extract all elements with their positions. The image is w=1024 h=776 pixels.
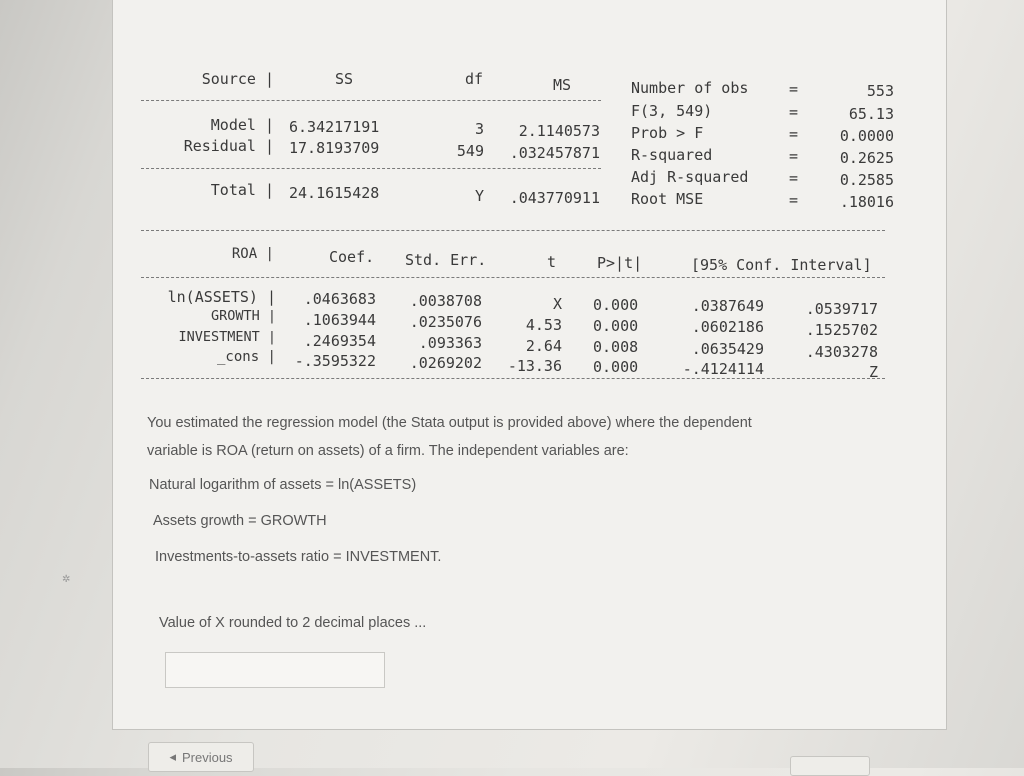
question-panel [112, 0, 947, 730]
coef-row-coef: .2469354 [303, 332, 376, 350]
coef-row-ci-lo: .0635429 [691, 340, 764, 358]
divider [141, 277, 885, 278]
coef-row-var: GROWTH | [210, 308, 276, 324]
coef-row-p: 0.000 [593, 317, 639, 335]
anova-header-ss: SS [335, 70, 354, 88]
stat-eq: = [789, 169, 799, 187]
stat-eq: = [789, 80, 799, 98]
stat-value-r2: 0.2625 [839, 149, 894, 167]
anova-row-total-source: Total | [210, 181, 274, 199]
stat-eq: = [789, 125, 799, 143]
anova-row-residual-ss: 17.8193709 [289, 139, 380, 157]
stat-label-adjr2: Adj R-squared [631, 168, 749, 186]
coef-row-var: INVESTMENT | [178, 329, 276, 345]
anova-row-model-ms: 2.1140573 [518, 122, 600, 140]
chevron-left-icon: ◂ [169, 749, 176, 764]
coef-row-se: .0269202 [409, 354, 482, 372]
stat-eq: = [789, 191, 799, 209]
coef-header-se: Std. Err. [405, 251, 487, 269]
question-paragraph-line2: variable is ROA (return on assets) of a firm. The independent variables are: [147, 443, 629, 459]
variable-definition-investment: Investments-to-assets ratio = INVESTMENT. [155, 549, 442, 565]
coef-header-t: t [547, 253, 557, 271]
answer-input[interactable] [165, 652, 385, 688]
coef-row-t: 2.64 [525, 337, 562, 355]
variable-definition-growth: Assets growth = GROWTH [153, 513, 327, 529]
stat-label-nobs: Number of obs [631, 79, 749, 97]
coef-row-ci-lo: -.4124114 [682, 360, 764, 378]
coef-header-p: P>|t| [597, 254, 643, 272]
coef-row-ci-lo: .0387649 [691, 297, 764, 315]
coef-row-ci-hi: .0539717 [805, 300, 878, 318]
coef-row-var: ln(ASSETS) | [167, 288, 276, 306]
stat-value-adjr2: 0.2585 [839, 171, 894, 189]
divider [141, 100, 601, 101]
stat-eq: = [789, 147, 799, 165]
stata-output [113, 0, 946, 400]
coef-row-se: .093363 [418, 334, 482, 352]
coef-row-coef: .1063944 [303, 311, 376, 329]
anova-row-total-df: Y [474, 187, 484, 205]
anova-row-residual-ms: .032457871 [509, 144, 600, 162]
coef-header-var: ROA | [231, 246, 274, 262]
coef-row-p: 0.000 [593, 358, 639, 376]
coef-row-ci-hi: .1525702 [805, 321, 878, 339]
stat-label-probf: Prob > F [631, 124, 704, 142]
stat-value-nobs: 553 [866, 82, 894, 100]
stat-label-f: F(3, 549) [631, 102, 713, 120]
stat-label-rmse: Root MSE [631, 190, 704, 208]
coef-row-p: 0.000 [593, 296, 639, 314]
stat-label-r2: R-squared [631, 146, 713, 164]
anova-row-total-ms: .043770911 [509, 189, 600, 207]
coef-row-t: 4.53 [525, 316, 562, 334]
gear-icon: ✲ [62, 574, 71, 585]
coef-row-coef: .0463683 [303, 290, 376, 308]
coef-row-se: .0038708 [409, 292, 482, 310]
anova-header-df: df [465, 70, 484, 88]
coef-row-t: -13.36 [507, 357, 562, 375]
coef-header-coef: Coef. [329, 248, 375, 266]
divider [141, 230, 885, 231]
stat-value-rmse: .18016 [839, 193, 894, 211]
coef-row-coef: -.3595322 [294, 352, 376, 370]
divider [141, 168, 601, 169]
next-button[interactable] [790, 756, 870, 776]
anova-row-model-ss: 6.34217191 [289, 118, 380, 136]
question-paragraph-line1: You estimated the regression model (the Stata output is provided above) where the dependent [147, 415, 752, 431]
stat-value-f: 65.13 [848, 105, 894, 123]
coef-row-ci-lo: .0602186 [691, 318, 764, 336]
anova-row-residual-df: 549 [456, 142, 484, 160]
anova-row-model-source: Model | [210, 116, 274, 134]
coef-header-ci: [95% Conf. Interval] [691, 256, 872, 274]
anova-row-model-df: 3 [474, 120, 484, 138]
variable-definition-assets: Natural logarithm of assets = ln(ASSETS) [149, 477, 417, 493]
anova-header-source: Source | [201, 70, 274, 88]
coef-row-se: .0235076 [409, 313, 482, 331]
coef-row-ci-hi: .4303278 [805, 343, 878, 361]
divider [141, 378, 885, 379]
coef-row-p: 0.008 [593, 338, 639, 356]
stat-value-probf: 0.0000 [839, 127, 894, 145]
coef-row-var: _cons | [216, 349, 276, 365]
answer-prompt: Value of X rounded to 2 decimal places ... [159, 615, 427, 631]
anova-header-ms: MS [553, 76, 572, 94]
stat-eq: = [789, 103, 799, 121]
previous-button-label: Previous [181, 749, 233, 765]
anova-row-total-ss: 24.1615428 [289, 184, 380, 202]
anova-row-residual-source: Residual | [183, 137, 274, 155]
coef-row-ci-hi: Z [868, 363, 878, 381]
coef-row-t: X [552, 295, 562, 313]
